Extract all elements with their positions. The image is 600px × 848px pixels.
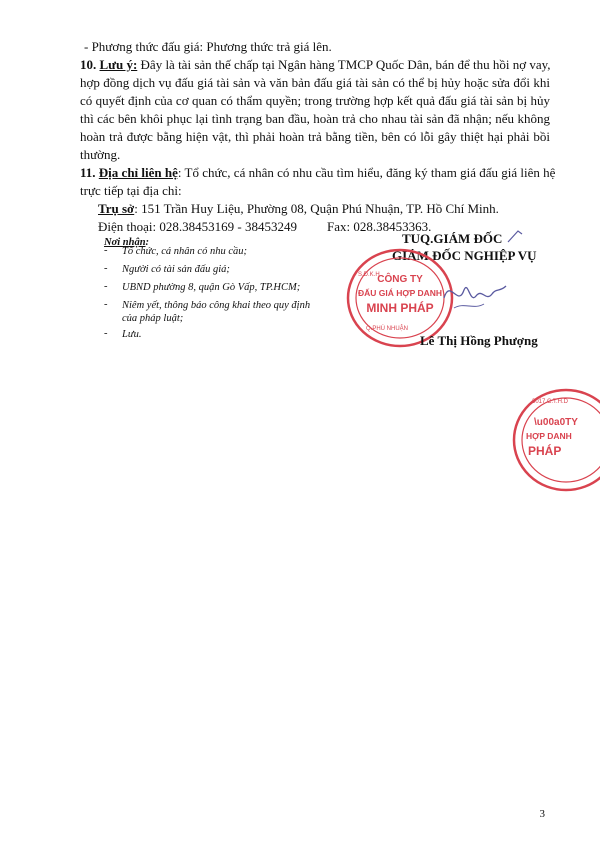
recipient-item-1: Tổ chức, cá nhân có nhu cầu;: [122, 246, 247, 257]
section-11-line-2: trực tiếp tại địa chỉ:: [80, 183, 182, 198]
fax-line: Fax: 028.38453363.: [327, 219, 432, 234]
signature-title-2: GIÁM ĐỐC NGHIỆP VỤ: [392, 248, 537, 263]
section-11-line-1: [80, 165, 556, 181]
section-10-line-2: hợp đồng dịch vụ đấu giá tài sản và văn bản đấu giá tài sản có thể bị hủy hoặc sửa đổi khi: [80, 75, 550, 90]
svg-text:Q.PHÚ NHUẬN: Q.PHÚ NHUẬN: [366, 326, 409, 332]
office-address: : 151 Trần Huy Liệu, Phường 08, Quận Phú Nhuận, TP. Hồ Chí Minh.: [134, 201, 499, 216]
svg-text:3017 C.T.H.D: 3017 C.T.H.D: [532, 399, 569, 405]
stamp-line-2: ĐẤU GIÁ HỢP DANH: [357, 288, 443, 298]
office-label: Trụ sở: [98, 201, 135, 216]
section-10-text-1: Đây là tài sản thế chấp tại Ngân hàng TMCP Quốc Dân, bán để thu hồi nợ vay,: [137, 57, 551, 72]
stamp-line-3: MINH PHÁP: [366, 301, 434, 315]
signature-scribble-icon: [440, 268, 510, 318]
svg-text:S.Đ.K.H: S.Đ.K.H: [358, 272, 380, 278]
recipient-dash: -: [104, 281, 108, 292]
auction-method-line: - Phương thức đấu giá: Phương thức trả giá lên.: [84, 39, 332, 54]
signer-name: Lê Thị Hồng Phượng: [420, 333, 538, 348]
svg-text:\u00a0TY: \u00a0TY: [534, 417, 578, 428]
recipient-dash: -: [104, 328, 108, 339]
section-10-line-3: có quyết định của cơ quan có thẩm quyền; trong trường hợp kết quả đấu giá tài sản bị hủy: [80, 93, 550, 108]
partial-stamp-icon: [506, 385, 600, 495]
section-10-line-5: hoàn trả được bằng hiện vật, thì phải hoàn trả bằng tiền, bên có lỗi gây thiệt hại phải bồi: [80, 129, 550, 144]
section-11-text-1: : Tổ chức, cá nhân có nhu cầu tìm hiểu, đăng ký tham giá đấu giá liên hệ: [177, 165, 556, 180]
recipient-dash: -: [104, 245, 108, 256]
signature-title-1: TUQ.GIÁM ĐỐC: [402, 231, 503, 246]
section-10-line-6: thường.: [80, 147, 121, 162]
section-10-number: 10.: [80, 57, 97, 72]
pen-mark-icon: [506, 228, 526, 244]
recipient-dash: -: [104, 263, 108, 274]
recipients-colon: :: [145, 237, 150, 248]
recipient-item-3: UBND phường 8, quận Gò Vấp, TP.HCM;: [122, 282, 301, 293]
section-11-heading: Địa chỉ liên hệ: [98, 165, 178, 180]
section-10-heading: Lưu ý:: [99, 57, 138, 72]
section-10-line-4: thì các bên khôi phục lại tình trạng ban đầu, hoàn trả cho nhau tài sản đã nhận; nếu không: [80, 111, 550, 126]
page-number: 3: [539, 808, 545, 820]
stamp-line-1: CÔNG TY: [377, 274, 423, 285]
recipient-item-5: Lưu.: [122, 329, 142, 340]
svg-text:PHÁP: PHÁP: [528, 444, 562, 458]
recipient-item-2: Người có tài sản đấu giá;: [122, 264, 230, 275]
recipient-item-4-cont: của pháp luật;: [122, 313, 184, 324]
office-address-line: [98, 201, 499, 217]
recipient-dash: -: [104, 299, 108, 310]
recipients-title: Nơi nhận: [104, 237, 146, 248]
recipient-item-4: Niêm yết, thông báo công khai theo quy định: [122, 300, 311, 311]
svg-text:HỢP DANH: HỢP DANH: [526, 431, 572, 441]
section-10-line-1: [80, 57, 550, 73]
phone-line: Điện thoại: 028.38453169 - 38453249: [98, 219, 297, 234]
section-11-number: 11.: [80, 165, 96, 180]
